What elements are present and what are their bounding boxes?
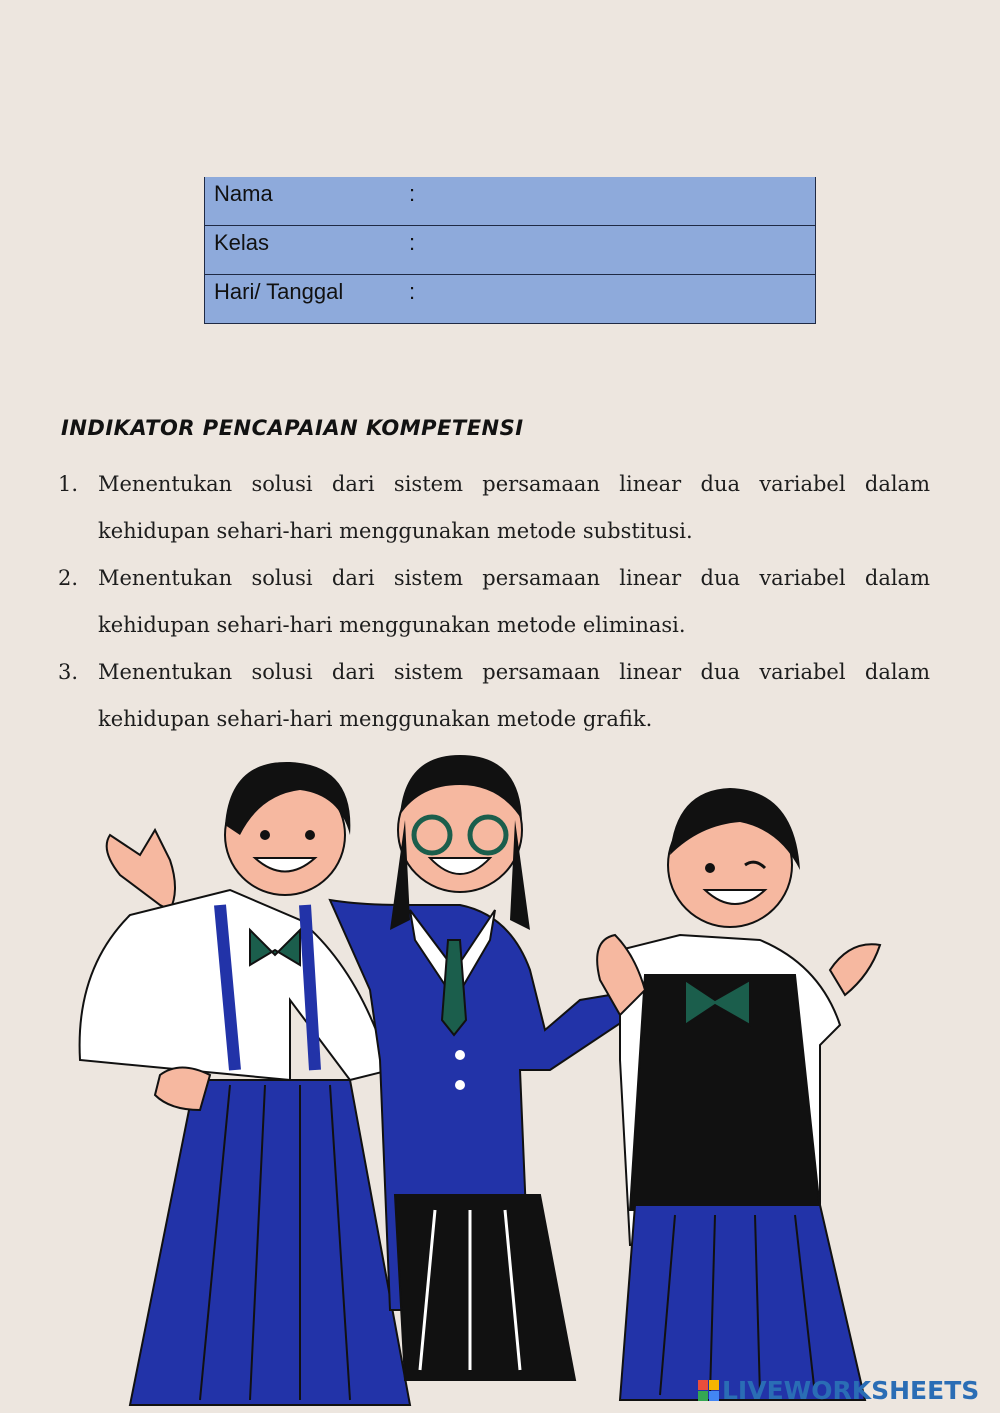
indicator-text-line2: kehidupan sehari-hari menggunakan metode substitusi. xyxy=(98,519,693,543)
indicator-text-line2: kehidupan sehari-hari menggunakan metode grafik. xyxy=(98,707,653,731)
tanggal-label: Hari/ Tanggal xyxy=(205,275,401,324)
students-illustration xyxy=(60,740,940,1413)
indicator-text-line1: Menentukan solusi dari sistem persamaan linear dua variabel dalam xyxy=(98,566,930,590)
info-row-tanggal xyxy=(205,275,816,324)
info-row-nama xyxy=(205,177,816,226)
nama-field[interactable] xyxy=(400,177,816,226)
tanggal-colon: : xyxy=(409,279,416,304)
indicator-heading: INDIKATOR PENCAPAIAN KOMPETENSI xyxy=(61,416,524,440)
indicator-text-line1: Menentukan solusi dari sistem persamaan linear dua variabel dalam xyxy=(98,660,930,684)
indicator-number: 1. xyxy=(58,472,79,496)
tanggal-field[interactable] xyxy=(400,275,816,324)
indicator-list xyxy=(58,461,930,743)
kelas-colon: : xyxy=(409,230,416,255)
liveworksheets-logo-icon xyxy=(698,1380,719,1401)
nama-colon: : xyxy=(409,181,416,206)
kelas-label: Kelas xyxy=(205,226,401,275)
liveworksheets-logo-text: LIVEWORKSHEETS xyxy=(722,1376,980,1405)
liveworksheets-logo xyxy=(698,1376,979,1405)
nama-label: Nama xyxy=(205,177,401,226)
indicator-number: 2. xyxy=(58,566,79,590)
indicator-item xyxy=(58,555,930,649)
indicator-number: 3. xyxy=(58,660,79,684)
indicator-item xyxy=(58,649,930,743)
student-info-table xyxy=(204,177,816,324)
indicator-text-line2: kehidupan sehari-hari menggunakan metode eliminasi. xyxy=(98,613,686,637)
info-row-kelas xyxy=(205,226,816,275)
student-left-figure xyxy=(80,762,410,1405)
indicator-text-line1: Menentukan solusi dari sistem persamaan linear dua variabel dalam xyxy=(98,472,930,496)
kelas-field[interactable] xyxy=(400,226,816,275)
indicator-item xyxy=(58,461,930,555)
student-right-figure xyxy=(597,788,880,1400)
